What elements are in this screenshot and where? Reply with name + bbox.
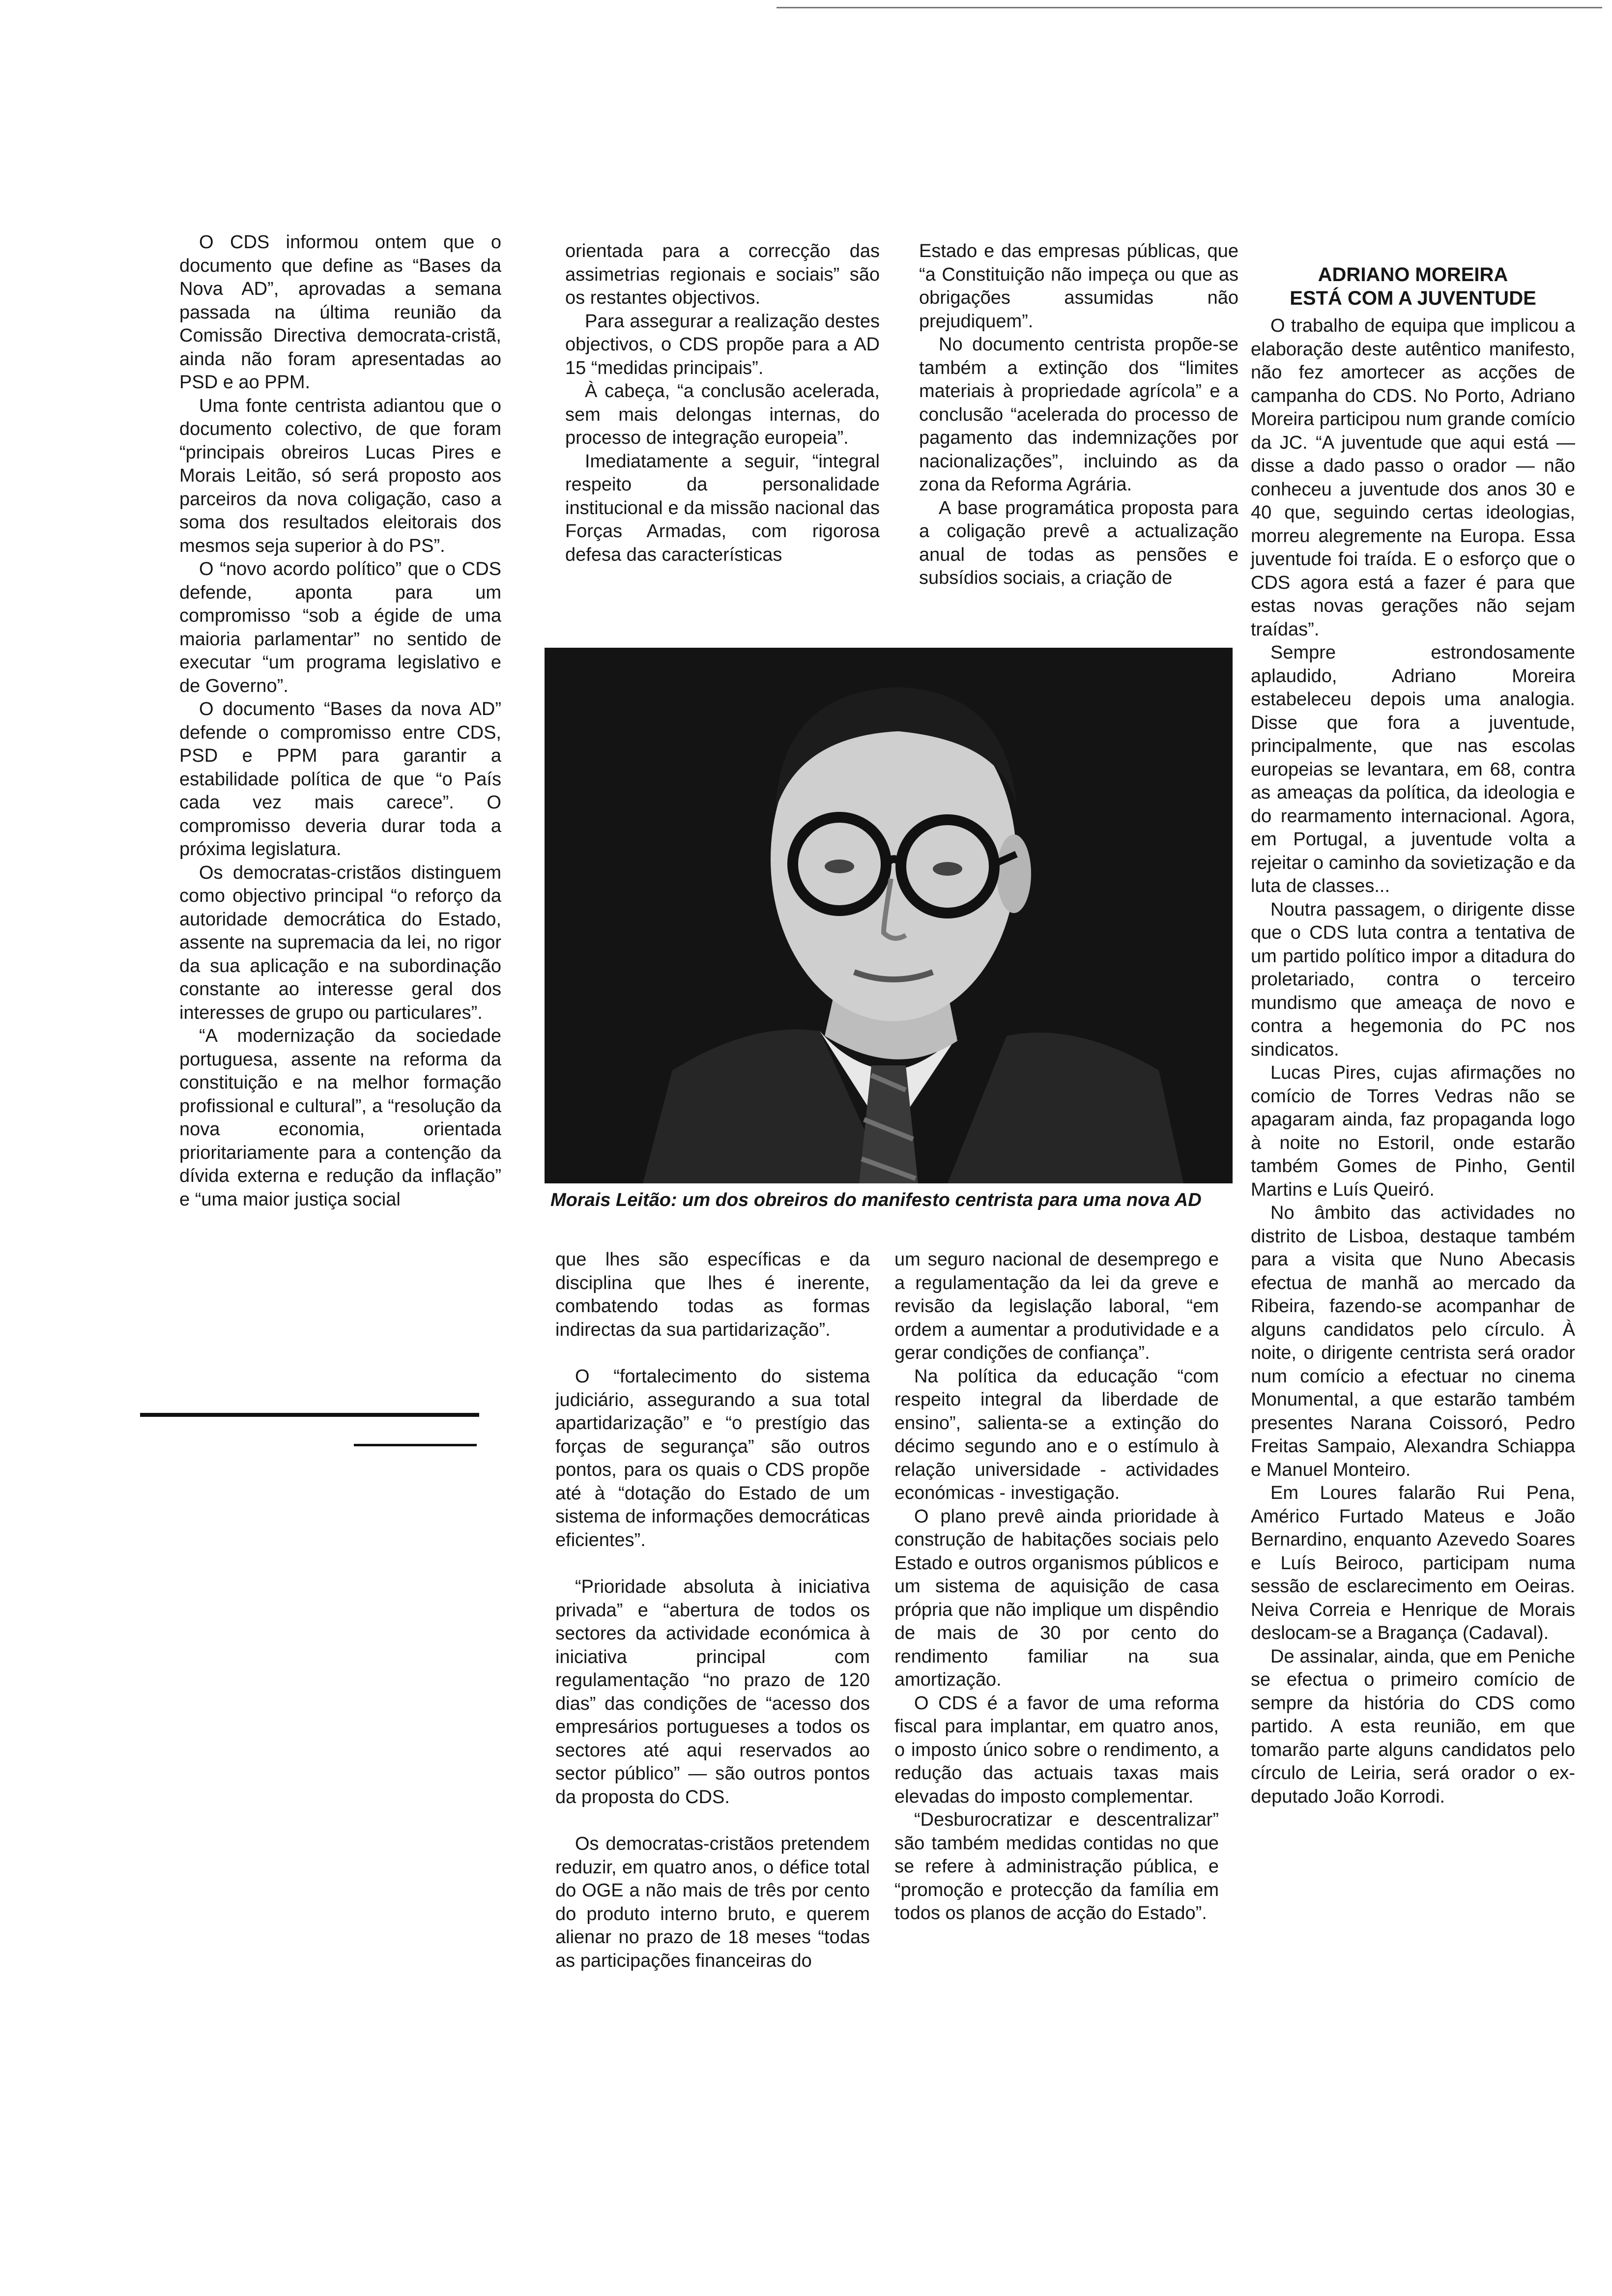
paragraph: O CDS é a favor de uma reforma fiscal para implantar, em quatro anos, o imposto único sobre o rendimento, a redução das actuais taxas mais elevadas do imposto complementar. bbox=[894, 1693, 1219, 1807]
paragraph: A base programática proposta para a coligação prevê a actualização anual de todas as pensões e subsídios sociais, a criação de bbox=[919, 497, 1238, 588]
portrait-photo bbox=[545, 648, 1233, 1183]
paragraph: O documento “Bases da nova AD” defende o compromisso entre CDS, PSD e PPM para garantir a estabilidade política de que “o País cada vez mais carece”. O compromisso deveria durar toda a próxima legislatura. bbox=[179, 699, 501, 860]
paragraph: orientada para a correcção das assimetrias regionais e sociais” são os restantes objectivos. bbox=[565, 241, 880, 308]
paragraph: O plano prevê ainda prioridade à construção de habitações sociais pelo Estado e outros organismos públicos e um sistema de aquisição de casa própria que não implique um dispêndio de mais de 30 por cento do rendimento familiar na sua amortização. bbox=[894, 1506, 1219, 1690]
article-column-3-bottom bbox=[894, 1248, 1219, 1925]
article-column-2-top bbox=[565, 240, 880, 567]
paragraph: Em Loures falarão Rui Pena, Américo Furtado Mateus e João Bernardino, enquanto Azevedo Soares e Luís Beiroco, participam numa sessão de esclarecimento em Oeiras. Neiva Correia e Henrique de Morais deslocam-se a Bragança (Cadaval). bbox=[1251, 1483, 1575, 1643]
paragraph: Os democratas-cristãos distinguem como objectivo principal “o reforço da autoridade democrática do Estado, assente na supremacia da lei, no rigor da sua aplicação e na subordinação constante ao interesse geral dos interesses de grupo ou particulares”. bbox=[179, 862, 501, 1023]
photo-caption: Morais Leitão: um dos obreiros do manifesto centrista para uma nova AD bbox=[550, 1190, 1202, 1210]
top-rule bbox=[777, 7, 1602, 8]
paragraph: que lhes são específicas e da disciplina que lhes é inerente, combatendo todas as formas indirectas da sua partidarização”. bbox=[555, 1249, 870, 1340]
headline-line-1: ADRIANO MOREIRA bbox=[1318, 264, 1508, 286]
paragraph: Noutra passagem, o dirigente disse que o CDS luta contra a tentativa de um partido político impor a ditadura do proletariado, contra o terceiro mundismo que ameaça de novo e contra a hegemonia do PC nos sindicatos. bbox=[1251, 899, 1575, 1060]
paragraph: Imediatamente a seguir, “integral respeito da personalidade institucional e da missão nacional das Forças Armadas, com rigorosa defesa das características bbox=[565, 451, 880, 565]
paragraph: Na política da educação “com respeito integral da liberdade de ensino”, salienta-se a extinção do décimo segundo ano e o estímulo à relação universidade - actividades económicas - investigação. bbox=[894, 1366, 1219, 1503]
paragraph: Estado e das empresas públicas, que “a Constituição não impeça ou que as obrigações assumidas não prejudiquem”. bbox=[919, 241, 1238, 332]
paragraph: “Desburocratizar e descentralizar” são também medidas contidas no que se refere à administração pública, e “promoção e protecção da família em todos os planos de acção do Estado”. bbox=[894, 1809, 1219, 1923]
paragraph: um seguro nacional de desemprego e a regulamentação da lei da greve e revisão da legislação laboral, “em ordem a aumentar a produtividade e a gerar condições de confiança”. bbox=[894, 1249, 1219, 1363]
article-column-2-bottom bbox=[555, 1248, 870, 1973]
paragraph: Para assegurar a realização destes objectivos, o CDS propõe para a AD 15 “medidas principais”. bbox=[565, 311, 880, 378]
paragraph: O “fortalecimento do sistema judiciário, assegurando a sua total apartidarização” e “o prestígio das forças de segurança” são outros pontos, para os quais o CDS propõe até à “dotação do Estado de um sistema de informações democráticas eficientes”. bbox=[555, 1366, 870, 1550]
paragraph: Lucas Pires, cujas afirmações no comício de Torres Vedras não se apagaram ainda, faz propaganda logo à noite no Estoril, onde estarão também Gomes de Pinho, Gentil Martins e Luís Queiró. bbox=[1251, 1062, 1575, 1200]
paragraph: Uma fonte centrista adiantou que o documento colectivo, de que foram “principais obreiros Lucas Pires e Morais Leitão, só será proposto aos parceiros da nova coligação, caso a soma dos resultados eleitorais dos mesmos seja superior à do PS”. bbox=[179, 395, 501, 556]
article-column-1 bbox=[179, 231, 501, 1211]
column-end-rule-short bbox=[354, 1444, 477, 1446]
paragraph: De assinalar, ainda, que em Peniche se efectua o primeiro comício de sempre da história do CDS como partido. A esta reunião, em que tomarão parte alguns candidatos pelo círculo de Leiria, será orador o ex-deputado João Korrodi. bbox=[1251, 1646, 1575, 1807]
paragraph: “A modernização da sociedade portuguesa, assente na reforma da constituição e na melhor formação profissional e cultural”, a “resolução da nova economia, orientada prioritariamente para a contenção da dívida externa e redução da inflação” e “uma maior justiça social bbox=[179, 1026, 501, 1210]
column-end-rule bbox=[140, 1413, 479, 1417]
article-column-4 bbox=[1251, 315, 1575, 1808]
paragraph: O trabalho de equipa que implicou a elaboração deste autêntico manifesto, não fez amortecer as acções de campanha do CDS. No Porto, Adriano Moreira participou num grande comício da JC. “A juventude que aqui está — disse a dado passo o orador — não conheceu a juventude dos anos 30 e 40 que, seguindo certas ideologias, morreu alegremente na Europa. Essa juventude foi traída. E o esforço que o CDS agora está a fazer é para que estas novas gerações não sejam traídas”. bbox=[1251, 316, 1575, 640]
paragraph: O CDS informou ontem que o documento que define as “Bases da Nova AD”, aprovadas a semana passada na última reunião da Comissão Directiva democrata-cristã, ainda não foram apresentadas ao PSD e ao PPM. bbox=[179, 232, 501, 393]
paragraph: O “novo acordo político” que o CDS defende, aponta para um compromisso “sob a égide de uma maioria parlamentar” no sentido de executar “um programa legislativo e de Governo”. bbox=[179, 559, 501, 696]
paragraph: À cabeça, “a conclusão acelerada, sem mais delongas internas, do processo de integração europeia”. bbox=[565, 381, 880, 448]
paragraph: No âmbito das actividades no distrito de Lisboa, destaque também para a visita que Nuno Abecasis efectua de manhã ao mercado da Ribeira, fazendo-se acompanhar de alguns candidatos pelo círculo. À noite, o dirigente centrista será orador num comício a efectuar no cinema Monumental, a que estarão também presentes Narana Coissoró, Pedro Freitas Sampaio, Alexandra Schiappa e Manuel Monteiro. bbox=[1251, 1203, 1575, 1480]
paragraph: “Prioridade absoluta à iniciativa privada” e “abertura de todos os sectores da actividade económica à iniciativa principal com regulamentação “no prazo de 120 dias” das condições de “acesso dos empresários portugueses a todos os sectores até aqui reservados ao sector público” — são outros pontos da proposta do CDS. bbox=[555, 1577, 870, 1808]
paragraph: Sempre estrondosamente aplaudido, Adriano Moreira estabeleceu depois uma analogia. Disse que fora a juventude, principalmente, que nas escolas europeias se levantara, em 68, contra as ameaças da política, da ideologia e do rearmamento internacional. Agora, em Portugal, a juventude volta a rejeitar o caminho da sovietização e da luta de classes... bbox=[1251, 642, 1575, 896]
section-headline bbox=[1251, 263, 1575, 310]
article-column-3-top bbox=[919, 240, 1238, 590]
paragraph: Os democratas-cristãos pretendem reduzir, em quatro anos, o défice total do OGE a não mais de três por cento do produto interno bruto, e querem alienar no prazo de 18 meses “todas as participações financeiras do bbox=[555, 1834, 870, 1971]
paragraph: No documento centrista propõe-se também a extinção dos “limites materiais à propriedade agrícola” e a conclusão “acelerada do processo de pagamento das indemnizações por nacionalizações”, incluindo as da zona da Reforma Agrária. bbox=[919, 334, 1238, 495]
headline-line-2: ESTÁ COM A JUVENTUDE bbox=[1290, 287, 1536, 309]
